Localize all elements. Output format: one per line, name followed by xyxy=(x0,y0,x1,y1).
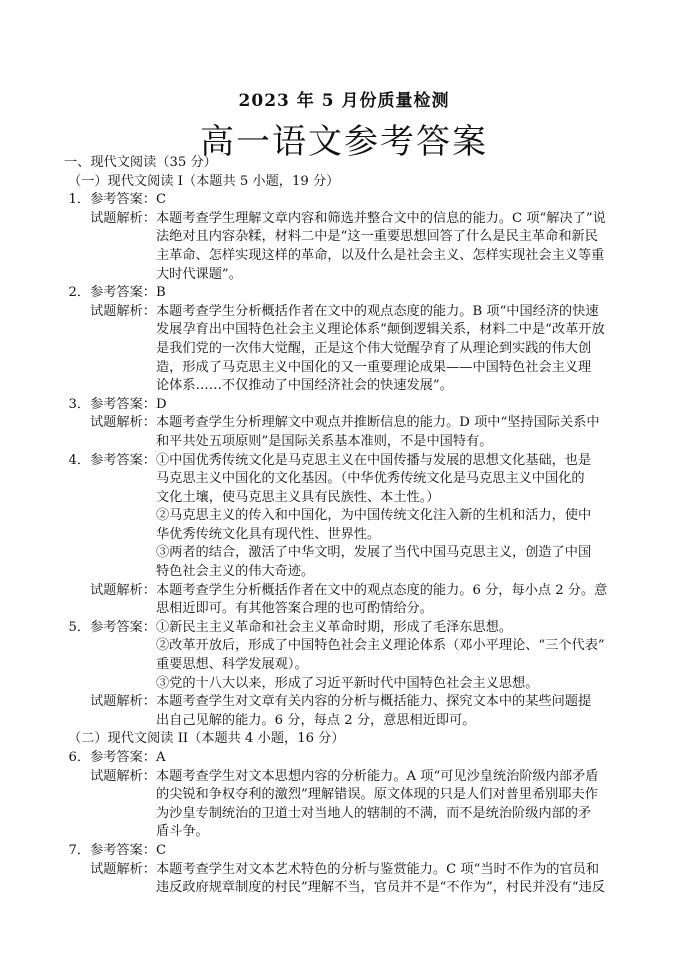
answer-row xyxy=(64,452,630,582)
question-number: 3． xyxy=(68,396,91,412)
answer-content xyxy=(64,154,630,898)
part1-questions xyxy=(64,191,630,730)
analysis-line: 思相近即可。有其他答案合理的也可酌情给分。 xyxy=(156,601,433,617)
question-number: 5． xyxy=(68,619,91,635)
part-heading-1: （一）现代文阅读 I（本题共 5 小题，19 分） xyxy=(68,173,340,189)
analysis-row xyxy=(64,582,630,619)
answer-line: 特色社会主义的伟大奇迹。 xyxy=(156,564,315,580)
analysis-line: 违反政府规章制度的村民”理解不当，官员并不是“不作为”，村民并没有“违反 xyxy=(156,880,605,896)
analysis-line: 盾斗争。 xyxy=(156,824,209,840)
answer-label xyxy=(64,842,156,861)
answer-row xyxy=(64,191,630,210)
answer-line: ③党的十八大以来，形成了习近平新时代中国特色社会主义思想。 xyxy=(156,675,539,691)
analysis-text xyxy=(156,768,630,842)
analysis-row xyxy=(64,414,630,451)
question-number: 1． xyxy=(68,192,91,208)
answer-text xyxy=(156,284,630,303)
answer-value: D xyxy=(156,396,167,412)
analysis-label: 试题解析： xyxy=(90,861,156,877)
answer-line: ②马克思主义的传入和中国化，为中国传统文化注入新的生机和活力，使中 xyxy=(156,508,592,524)
answer-label-text: 参考答案： xyxy=(90,750,156,765)
analysis-line: 本题考查学生对文章有关内容的分析与概括能力、探究文本中的某些问题提 xyxy=(156,694,592,710)
analysis-line: 本题考查学生理解文章内容和筛选并整合文中的信息的能力。C 项“解决了”说 xyxy=(156,210,606,226)
answer-value: C xyxy=(156,842,167,858)
answer-line: 华优秀传统文化具有现代性、世界性。 xyxy=(156,526,381,542)
analysis-line: 本题考查学生分析概括作者在文中的观点态度的能力。B 项“中国经济的快速 xyxy=(156,303,599,319)
answer-line: ①中国优秀传统文化是马克思主义在中国传播与发展的思想文化基础，也是 xyxy=(156,452,592,468)
answer-line: ①新民主主义革命和社会主义革命时期，形成了毛泽东思想。 xyxy=(156,619,513,635)
answer-text xyxy=(156,842,630,861)
analysis-row xyxy=(64,210,630,284)
answer-row xyxy=(64,749,630,768)
analysis-row xyxy=(64,768,630,842)
analysis-row xyxy=(64,861,630,898)
page-title: 高一语文参考答案 xyxy=(200,122,488,162)
answer-text xyxy=(156,396,630,415)
analysis-line: 主革命、怎样实现这样的革命，以及什么是社会主义、怎样实现社会主义等重 xyxy=(156,247,605,263)
answer-row xyxy=(64,396,630,415)
analysis-line: 和平共处五项原则”是国际关系基本准则，不是中国特有。 xyxy=(156,433,493,449)
answer-line: 重要思想、科学发展观）。 xyxy=(156,657,308,673)
answer-text xyxy=(156,619,630,693)
analysis-line: 是我们党的一次伟大觉醒，正是这个伟大觉醒孕育了从理论到实践的伟大创 xyxy=(156,340,592,356)
analysis-label: 试题解析： xyxy=(90,768,156,784)
analysis-line: 发展孕育出中国特色社会主义理论体系”颠倒逻辑关系，材料二中是“改革开放 xyxy=(156,322,605,338)
analysis-line: 出自己见解的能力。6 分，每点 2 分，意思相近即可。 xyxy=(156,712,476,728)
part-heading-2: （二）现代文阅读 II（本题共 4 小题，16 分） xyxy=(68,731,345,747)
section-heading: 一、现代文阅读（35 分） xyxy=(64,155,217,170)
analysis-line: 为沙皇专制统治的卫道士对当地人的辖制的不满，而不是统治阶级内部的矛 xyxy=(156,805,592,821)
analysis-line: 的尖锐和争权夺利的激烈”理解错误。原文体现的只是人们对普里希别耶夫作 xyxy=(156,787,598,803)
answer-label-text: 参考答案： xyxy=(90,452,156,468)
question-number: 7． xyxy=(68,842,91,858)
analysis-line: 法绝对且内容杂糅，材料二中是“这一重要思想回答了什么是民主革命和新民 xyxy=(156,229,598,245)
answer-label xyxy=(64,191,156,210)
answer-line: ②改革开放后，形成了中国特色社会主义理论体系（邓小平理论、“三个代表” xyxy=(156,638,605,654)
part2-questions xyxy=(64,749,630,898)
answer-label xyxy=(64,452,156,582)
analysis-line: 本题考查学生对文本艺术特色的分析与鉴赏能力。C 项“当时不作为的官员和 xyxy=(156,861,600,877)
analysis-row xyxy=(64,693,630,730)
answer-value: C xyxy=(156,192,167,208)
analysis-line: 本题考查学生对文本思想内容的分析能力。A 项“可见沙皇统治阶级内部矛盾 xyxy=(156,768,599,784)
analysis-row xyxy=(64,303,630,396)
answer-label-text: 参考答案： xyxy=(90,396,156,412)
analysis-line: 造，形成了马克思主义中国化的又一重要理论成果——中国特色社会主义理 xyxy=(156,359,592,375)
analysis-text xyxy=(156,414,630,451)
analysis-text xyxy=(156,693,630,730)
answer-row xyxy=(64,842,630,861)
analysis-line: 大时代课题”。 xyxy=(156,266,242,282)
question-number: 4． xyxy=(68,452,91,468)
analysis-label: 试题解析： xyxy=(90,415,156,431)
answer-row xyxy=(64,284,630,303)
answer-line: 文化土壤，使马克思主义具有民族性、本土性。） xyxy=(156,489,440,505)
analysis-text xyxy=(156,582,630,619)
question-number: 2． xyxy=(68,285,91,301)
analysis-text xyxy=(156,210,630,284)
answer-line: 马克思主义中国化的文化基因。（中华优秀传统文化是马克思主义中国化的 xyxy=(156,471,585,487)
analysis-line: 本题考查学生分析概括作者在文中的观点态度的能力。6 分，每小点 2 分。意 xyxy=(156,582,608,598)
answer-row xyxy=(64,619,630,693)
analysis-line: 本题考查学生分析理解文中观点并推断信息的能力。D 项中“坚持国际关系中 xyxy=(156,415,600,431)
answer-label xyxy=(64,396,156,415)
answer-label xyxy=(64,749,156,768)
answer-text xyxy=(156,452,630,582)
answer-label xyxy=(64,284,156,303)
analysis-label: 试题解析： xyxy=(90,303,156,319)
answer-label-text: 参考答案： xyxy=(90,192,156,208)
answer-label-text: 参考答案： xyxy=(90,285,156,301)
analysis-text xyxy=(156,303,630,396)
analysis-text xyxy=(156,861,630,898)
question-number: 6． xyxy=(68,750,91,765)
answer-value: B xyxy=(156,285,166,301)
answer-label-text: 参考答案： xyxy=(90,842,156,858)
analysis-line: 论体系……不仅推动了中国经济社会的快速发展”。 xyxy=(156,378,453,394)
answer-label-text: 参考答案： xyxy=(90,619,156,635)
analysis-label: 试题解析： xyxy=(90,210,156,226)
analysis-label: 试题解析： xyxy=(90,694,156,710)
analysis-label: 试题解析： xyxy=(90,582,156,598)
answer-line: ③两者的结合，激活了中华文明，发展了当代中国马克思主义，创造了中国 xyxy=(156,545,592,561)
answer-value: A xyxy=(156,750,166,765)
answer-text xyxy=(156,749,630,768)
answer-text xyxy=(156,191,630,210)
exam-subtitle: 2023 年 5 月份质量检测 xyxy=(238,91,450,111)
answer-label xyxy=(64,619,156,693)
